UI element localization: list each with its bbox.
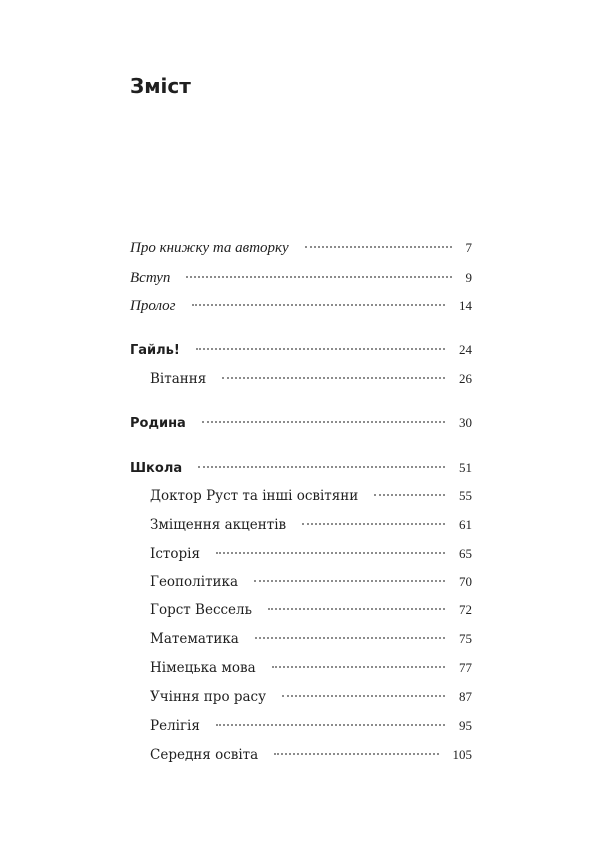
dot-leader xyxy=(222,377,445,379)
toc-entry-label: Родина xyxy=(130,416,186,431)
toc-entry-page: 26 xyxy=(459,371,472,386)
toc-entry-page: 51 xyxy=(459,460,472,475)
dot-leader xyxy=(216,552,445,554)
toc-entry-label: Середня освіта xyxy=(150,747,259,763)
toc-entry-page: 61 xyxy=(459,517,472,532)
toc-entry-page: 9 xyxy=(465,270,472,285)
toc-chapter-greeting xyxy=(150,369,472,389)
toc-entry-label: Школа xyxy=(130,461,183,476)
toc-chapter-religion xyxy=(150,716,472,736)
dot-leader xyxy=(305,246,452,248)
dot-leader xyxy=(268,608,445,610)
toc-entry-page: 70 xyxy=(459,574,472,589)
toc-entry-page: 95 xyxy=(459,718,472,733)
toc-entry-page: 14 xyxy=(459,298,472,313)
toc-entry-label: Німецька мова xyxy=(150,660,256,676)
toc-entry-page: 30 xyxy=(459,415,472,430)
toc-entry-label: Геополітика xyxy=(150,574,239,590)
toc-entry-label: Учіння про расу xyxy=(150,689,267,705)
toc-entry-label: Вітання xyxy=(150,371,207,387)
toc-entry-page: 55 xyxy=(459,488,472,503)
toc-chapter-history xyxy=(150,544,472,564)
toc-entry-label: Доктор Руст та інші освітяни xyxy=(150,488,359,504)
toc-entry-page: 105 xyxy=(452,747,472,762)
toc-entry-about xyxy=(130,238,472,258)
dot-leader xyxy=(272,666,445,668)
dot-leader xyxy=(274,753,438,755)
dot-leader xyxy=(302,523,445,525)
toc-entry-label: Релігія xyxy=(150,718,200,734)
toc-chapter-doctor-rust xyxy=(150,486,472,506)
toc-chapter-shift-of-emphasis xyxy=(150,515,472,535)
toc-entry-label: Пролог xyxy=(130,298,176,314)
dot-leader xyxy=(196,348,445,350)
toc-part-school xyxy=(130,458,472,478)
dot-leader xyxy=(192,304,445,306)
toc-chapter-horst-wessel xyxy=(150,600,472,620)
toc-chapter-race-doctrine xyxy=(150,687,472,707)
toc-entry-label: Історія xyxy=(150,546,200,562)
toc-entry-page: 7 xyxy=(465,240,472,255)
toc-chapter-geopolitics xyxy=(150,572,472,592)
toc-chapter-german xyxy=(150,658,472,678)
toc-entry-page: 24 xyxy=(459,342,472,357)
dot-leader xyxy=(186,276,451,278)
dot-leader xyxy=(198,466,445,468)
toc-chapter-secondary-education xyxy=(150,745,472,765)
toc-entry-label: Гайль! xyxy=(130,343,180,358)
toc-entry-introduction xyxy=(130,268,472,288)
dot-leader xyxy=(216,724,445,726)
toc-chapter-mathematics xyxy=(150,629,472,649)
toc-entry-prologue xyxy=(130,296,472,316)
toc-entry-label: Горст Вессель xyxy=(150,602,252,618)
toc-entry-label: Про книжку та авторку xyxy=(130,240,289,256)
toc-entry-page: 75 xyxy=(459,631,472,646)
toc-entry-label: Математика xyxy=(150,631,239,647)
toc-entry-label: Зміщення акцентів xyxy=(150,517,287,533)
toc-entry-page: 65 xyxy=(459,546,472,561)
toc-part-family xyxy=(130,413,472,433)
dot-leader xyxy=(255,637,445,639)
dot-leader xyxy=(282,695,445,697)
toc-entry-label: Вступ xyxy=(130,270,171,286)
toc-part-heil xyxy=(130,340,472,360)
dot-leader xyxy=(254,580,445,582)
toc-entry-page: 77 xyxy=(459,660,472,675)
toc-entry-page: 72 xyxy=(459,602,472,617)
page-title: Зміст xyxy=(130,74,191,98)
dot-leader xyxy=(374,494,445,496)
toc-entry-page: 87 xyxy=(459,689,472,704)
dot-leader xyxy=(202,421,445,423)
